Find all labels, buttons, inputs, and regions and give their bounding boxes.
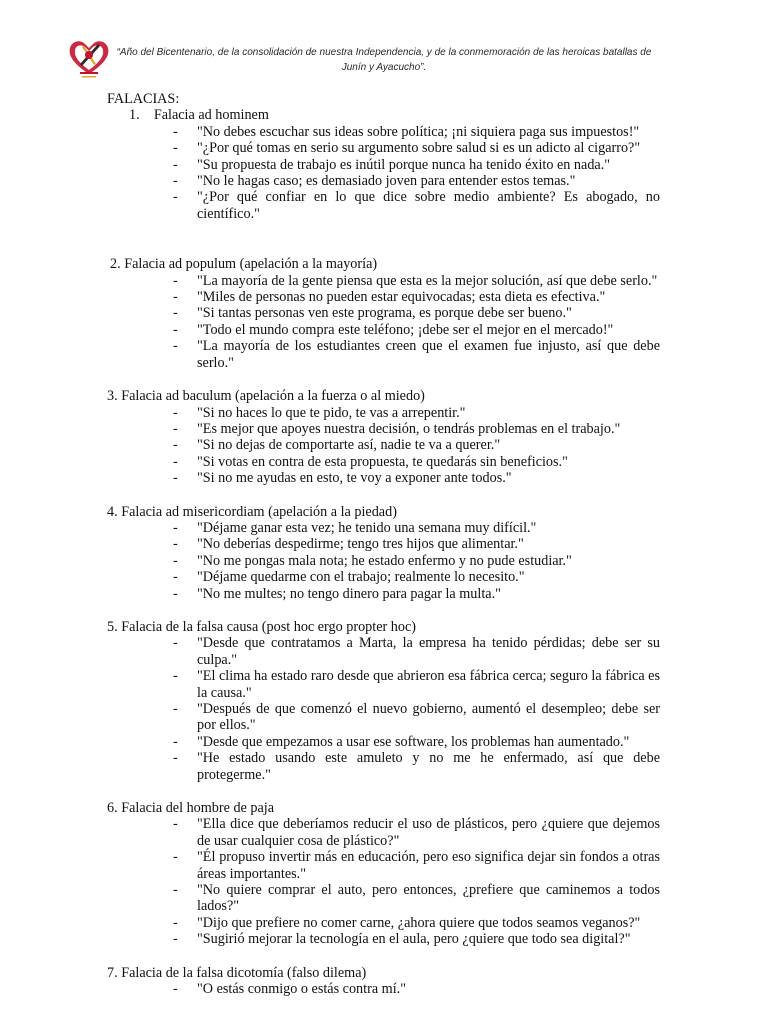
dash-bullet: -: [173, 849, 178, 866]
school-crest-logo: [66, 34, 112, 80]
fallacy-section: [107, 800, 667, 948]
list-item: - "¿Por qué confiar en lo que dice sobre medio ambiente? Es abogado, no científico.": [173, 189, 660, 222]
dash-bullet: -: [173, 635, 178, 652]
page-header: [0, 0, 768, 80]
list-item: - "No deberías despedirme; tengo tres hijos que alimentar.": [173, 536, 524, 553]
list-item: - "Sugirió mejorar la tecnología en el aula, pero ¿quiere que todo sea digital?": [173, 931, 631, 948]
section-heading: 3. Falacia ad baculum (apelación a la fuerza o al miedo): [107, 388, 425, 405]
section-heading: 2. Falacia ad populum (apelación a la mayoría): [110, 256, 378, 273]
dash-bullet: -: [173, 585, 178, 602]
list-item: - "Desde que empezamos a usar ese software, los problemas han aumentado.": [173, 733, 630, 750]
dash-bullet: -: [173, 536, 178, 553]
dash-bullet: -: [173, 453, 178, 470]
list-item: - "He estado usando este amuleto y no me he enfermado, así que debe protegerme.": [173, 750, 660, 783]
example-list: [107, 635, 667, 783]
dash-bullet: -: [173, 470, 178, 487]
dash-bullet: -: [173, 519, 178, 536]
list-item: - "Si votas en contra de esta propuesta, te quedarás sin beneficios.": [173, 453, 568, 470]
dash-bullet: -: [173, 420, 178, 437]
list-item: - "¿Por qué tomas en serio su argumento sobre salud si es un adicto al cigarro?": [173, 140, 641, 157]
list-item: - "Él propuso invertir más en educación, pero eso significa dejar sin fondos a otras áreas importantes.": [173, 849, 660, 882]
dash-bullet: -: [173, 816, 178, 833]
document-title: FALACIAS:: [107, 91, 180, 107]
list-item: - "No me pongas mala nota; he estado enfermo y no pude estudiar.": [173, 552, 572, 569]
dash-bullet: -: [173, 156, 178, 173]
list-item: - "El clima ha estado raro desde que abrieron esa fábrica cerca; seguro la fábrica es la causa.": [173, 668, 660, 701]
list-item: - "Ella dice que deberíamos reducir el uso de plásticos, pero ¿quiere que dejemos de usar cualquier cosa de plástico?": [173, 816, 660, 849]
dash-bullet: -: [173, 914, 178, 931]
fallacy-section: [107, 504, 667, 602]
document-body: [107, 91, 667, 998]
section-heading: 4. Falacia ad misericordiam (apelación a la piedad): [107, 503, 397, 520]
header-motto: “Año del Bicentenario, de la consolidación de nuestra Independencia, y de la conmemoración de las heroicas batallas de Junín y Ayacucho”.: [116, 47, 652, 73]
list-item: - "Si no me ayudas en esto, te voy a exponer ante todos.": [173, 470, 512, 487]
list-item: - "Déjame quedarme con el trabajo; realmente lo necesito.": [173, 569, 525, 586]
list-item: - "No me multes; no tengo dinero para pagar la multa.": [173, 585, 501, 602]
fallacy-section: [107, 388, 667, 486]
list-item: - "Todo el mundo compra este teléfono; ¡debe ser el mejor en el mercado!": [173, 321, 614, 338]
dash-bullet: -: [173, 289, 178, 306]
fallacy-section: [107, 965, 667, 998]
dash-bullet: -: [173, 981, 178, 998]
list-item: - "Desde que contratamos a Marta, la empresa ha tenido pérdidas; debe ser su culpa.": [173, 635, 660, 668]
list-item: - "Déjame ganar esta vez; he tenido una semana muy difícil.": [173, 519, 537, 536]
section-heading: 6. Falacia del hombre de paja: [107, 800, 275, 817]
dash-bullet: -: [173, 569, 178, 586]
example-list: [107, 124, 667, 222]
dash-bullet: -: [173, 338, 178, 355]
list-item: - "Miles de personas no pueden estar equivocadas; esta dieta es efectiva.": [173, 289, 606, 306]
list-item: - "Es mejor que apoyes nuestra decisión, o tendrás problemas en el trabajo.": [173, 420, 621, 437]
dash-bullet: -: [173, 272, 178, 289]
dash-bullet: -: [173, 668, 178, 685]
list-item: - "Su propuesta de trabajo es inútil porque nunca ha tenido éxito en nada.": [173, 156, 611, 173]
list-item: - "No le hagas caso; es demasiado joven para entender estos temas.": [173, 173, 576, 190]
dash-bullet: -: [173, 321, 178, 338]
list-item: - "La mayoría de la gente piensa que esta es la mejor solución, así que debe serlo.": [173, 272, 658, 289]
list-item: - "Si no haces lo que te pido, te vas a arrepentir.": [173, 404, 466, 421]
dash-bullet: -: [173, 173, 178, 190]
dash-bullet: -: [173, 931, 178, 948]
list-item: - "La mayoría de los estudiantes creen que el examen fue injusto, así que debe serlo.": [173, 338, 660, 371]
example-list: [107, 405, 667, 487]
example-list: [107, 981, 667, 997]
list-item: - "Después de que comenzó el nuevo gobierno, aumentó el desempleo; debe ser por ellos.": [173, 701, 660, 734]
dash-bullet: -: [173, 305, 178, 322]
dash-bullet: -: [173, 140, 178, 157]
fallacy-section: [107, 619, 667, 783]
list-item: - "No debes escuchar sus ideas sobre política; ¡ni siquiera paga sus impuestos!": [173, 123, 640, 140]
dash-bullet: -: [173, 437, 178, 454]
list-item: - "No quiere comprar el auto, pero entonces, ¿prefiere que caminemos a todos lados?": [173, 882, 660, 915]
dash-bullet: -: [173, 552, 178, 569]
dash-bullet: -: [173, 123, 178, 140]
section-heading: 1. Falacia ad hominem: [129, 107, 269, 124]
dash-bullet: -: [173, 189, 178, 206]
fallacy-section: [107, 107, 667, 222]
example-list: [107, 816, 667, 947]
dash-bullet: -: [173, 733, 178, 750]
example-list: [107, 520, 667, 602]
example-list: [107, 273, 667, 371]
list-item: - "O estás conmigo o estás contra mí.": [173, 981, 406, 998]
dash-bullet: -: [173, 701, 178, 717]
list-item: - "Si no dejas de comportarte así, nadie te va a querer.": [173, 437, 501, 454]
dash-bullet: -: [173, 404, 178, 421]
section-heading: 5. Falacia de la falsa causa (post hoc ergo propter hoc): [107, 618, 416, 635]
fallacy-section: [107, 256, 667, 371]
list-item: - "Si tantas personas ven este programa, es porque debe ser bueno.": [173, 305, 572, 322]
dash-bullet: -: [173, 750, 178, 767]
list-item: - "Dijo que prefiere no comer carne, ¿ahora quiere que todos seamos veganos?": [173, 914, 641, 931]
dash-bullet: -: [173, 882, 178, 899]
section-heading: 7. Falacia de la falsa dicotomía (falso dilema): [107, 964, 367, 981]
